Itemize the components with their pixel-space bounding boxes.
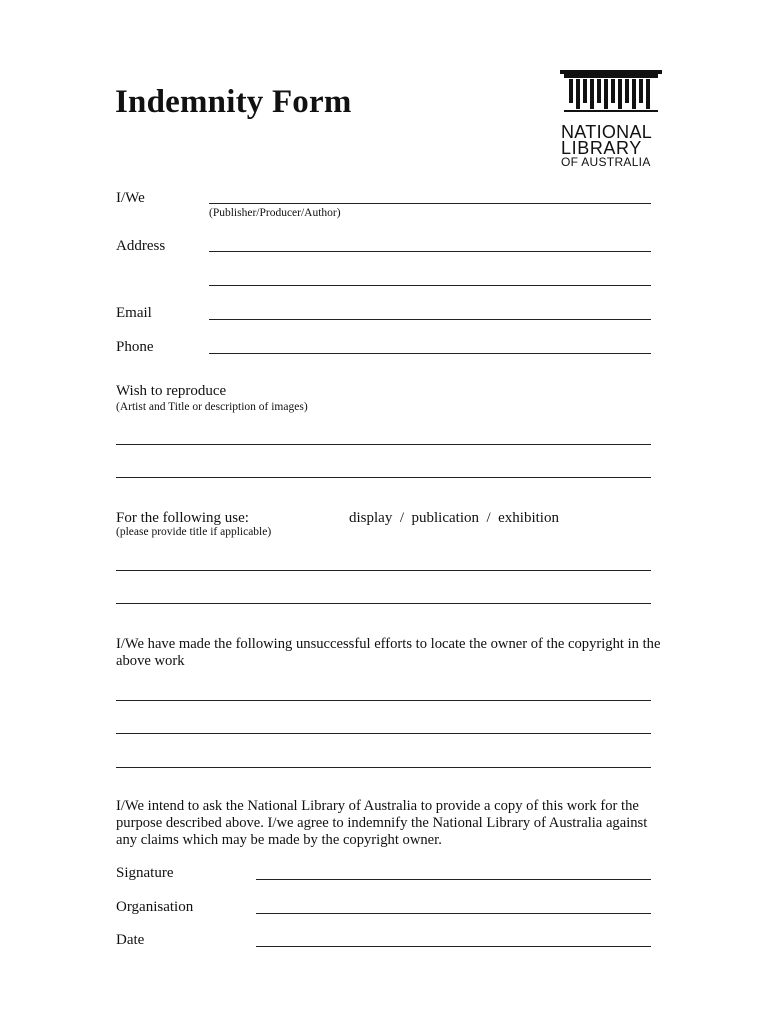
reproduce-field-line-2[interactable]	[116, 477, 651, 478]
efforts-field-line-3[interactable]	[116, 767, 651, 768]
signature-label: Signature	[116, 865, 174, 881]
use-label: For the following use:	[116, 510, 249, 526]
address-field-line-1[interactable]	[209, 251, 651, 252]
use-hint: (please provide title if applicable)	[116, 526, 272, 538]
use-field-line-1[interactable]	[116, 570, 651, 571]
efforts-field-line-2[interactable]	[116, 733, 651, 734]
page-title: Indemnity Form	[115, 84, 352, 120]
library-building-icon	[558, 68, 664, 118]
logo-text-library: LIBRARY	[561, 138, 642, 158]
email-field[interactable]	[209, 319, 651, 320]
efforts-paragraph: I/We have made the following unsuccessful efforts to locate the owner of the copyright in the above work	[116, 636, 661, 669]
iwe-hint: (Publisher/Producer/Author)	[209, 207, 341, 219]
agreement-paragraph: I/We intend to ask the National Library of Australia to provide a copy of this work for the purpose described above. I/we agree to indemnify the National Library of Australia against any claims which may be made by the copyright owner.	[116, 798, 648, 848]
address-field-line-2[interactable]	[209, 285, 651, 286]
address-label: Address	[116, 238, 166, 254]
efforts-field-line-1[interactable]	[116, 700, 651, 701]
signature-field[interactable]	[256, 879, 651, 880]
iwe-field[interactable]	[209, 203, 651, 204]
logo-text-of-australia: OF AUSTRALIA	[561, 155, 651, 169]
organisation-label: Organisation	[116, 899, 194, 915]
reproduce-label: Wish to reproduce	[116, 383, 227, 399]
phone-field[interactable]	[209, 353, 651, 354]
organisation-field[interactable]	[256, 913, 651, 914]
reproduce-hint: (Artist and Title or description of images)	[116, 401, 308, 413]
logo-text-national: NATIONAL	[561, 122, 653, 142]
date-field[interactable]	[256, 946, 651, 947]
email-label: Email	[116, 305, 152, 321]
reproduce-field-line-1[interactable]	[116, 444, 651, 445]
date-label: Date	[116, 932, 145, 948]
use-options: display / publication / exhibition	[349, 510, 559, 526]
phone-label: Phone	[116, 339, 154, 355]
iwe-label: I/We	[116, 190, 145, 206]
use-field-line-2[interactable]	[116, 603, 651, 604]
